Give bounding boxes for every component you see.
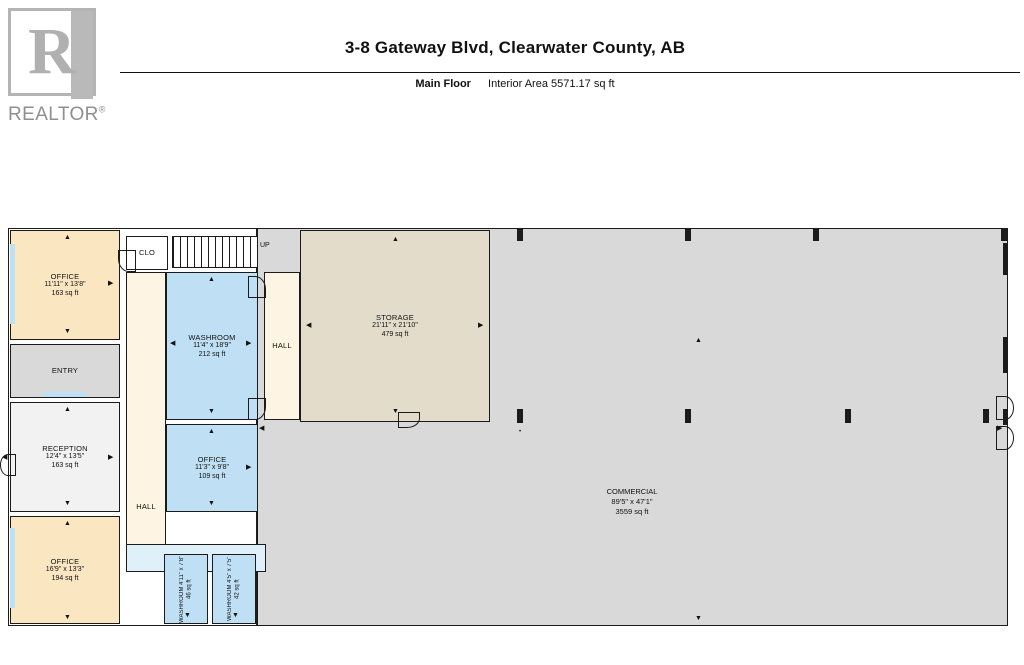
room-entry [10, 344, 120, 398]
header-subtitle [120, 78, 910, 90]
room-closet-label [139, 248, 155, 257]
dimension-arrow: ▶ [478, 322, 484, 329]
dimension-arrow: ◀ [170, 340, 176, 347]
room-reception-area: 163 sq ft [51, 461, 79, 469]
room-office-bottom [10, 516, 120, 624]
dimension-arrow: ▲ [64, 406, 71, 413]
room-commercial-label [257, 487, 1007, 516]
room-storage [300, 230, 490, 422]
dimension-arrow: ▼ [64, 614, 71, 621]
room-washroom-right-name: WASHROOM [226, 584, 233, 622]
wall-segment [983, 409, 989, 423]
room-hall-upper-name: HALL [272, 341, 292, 351]
room-washroom-main [166, 272, 258, 420]
dimension-arrow: ◀ [2, 454, 8, 461]
dimension-arrow: ▼ [208, 408, 215, 415]
room-washroom-main-dims: 11'4" x 18'9" [193, 341, 231, 349]
wall-segment [685, 409, 691, 423]
dimension-arrow: ▼ [184, 612, 191, 619]
room-office-top-dims: 11'11" x 13'8" [44, 280, 86, 288]
room-washroom-right-dims: 4'5" x 7'5" [226, 556, 233, 584]
dimension-arrow: ▼ [695, 615, 702, 622]
dimension-arrow: ▲ [392, 236, 399, 243]
room-office-top-label [44, 272, 85, 299]
dimension-dot: • [519, 429, 522, 435]
window-marker [10, 528, 15, 608]
dimension-arrow: ▲ [208, 428, 215, 435]
dimension-arrow: ▼ [392, 408, 399, 415]
interior-area-label: Interior Area 5571.17 sq ft [488, 78, 615, 90]
room-washroom-right-area: 42 sq ft [234, 579, 240, 599]
room-washroom-left-name: WASHROOM [178, 586, 185, 623]
room-washroom-left-dims: 4'11" x 7'8" [178, 555, 185, 585]
floor-label: Main Floor [415, 78, 471, 90]
room-storage-name: STORAGE [376, 312, 414, 322]
door-arc [996, 426, 1014, 450]
room-office-top [10, 230, 120, 340]
room-washroom-main-name: WASHROOM [188, 332, 236, 342]
room-hall-lower [126, 272, 166, 572]
dimension-arrow: ▲ [64, 520, 71, 527]
wall-segment [1003, 337, 1008, 373]
room-reception-name: RECEPTION [42, 443, 88, 453]
room-commercial-dims: 89'5" x 47'1" [611, 496, 653, 506]
room-entry-label [52, 366, 78, 375]
room-washroom-main-label [188, 333, 235, 360]
room-reception [10, 402, 120, 512]
dimension-arrow: ◀ [306, 322, 312, 329]
dimension-arrow: ▲ [695, 337, 702, 344]
dimension-arrow: ▶ [246, 464, 252, 471]
room-hall-lower-name: HALL [136, 502, 156, 512]
realtor-logo-letter: R [28, 15, 76, 88]
dimension-arrow: ▼ [64, 500, 71, 507]
realtor-logo [8, 8, 120, 138]
room-office-bottom-name: OFFICE [50, 556, 80, 566]
door-arc [118, 250, 136, 272]
wall-segment [813, 229, 819, 241]
dimension-arrow: ▼ [208, 500, 215, 507]
room-office-top-area: 163 sq ft [51, 289, 79, 297]
room-office-mid-dims: 11'3" x 9'8" [195, 463, 229, 471]
door-arc [0, 454, 16, 476]
door-arc [996, 396, 1014, 420]
realtor-logo-wordmark [8, 104, 128, 126]
room-storage-dims: 21'11" x 21'10" [372, 321, 418, 329]
room-commercial-area: 3559 sq ft [615, 506, 649, 516]
dimension-arrow: ▲ [64, 234, 71, 241]
room-reception-label [42, 444, 88, 471]
room-office-top-name: OFFICE [50, 271, 80, 281]
room-hall-lower-label [136, 502, 156, 511]
room-office-mid-name: OFFICE [197, 454, 227, 464]
room-office-bottom-dims: 16'9" x 13'3" [45, 565, 85, 573]
room-office-bottom-label [46, 557, 84, 584]
room-storage-area: 479 sq ft [381, 330, 409, 338]
room-commercial-name: COMMERCIAL [606, 487, 658, 496]
room-entry-name: ENTRY [51, 366, 79, 376]
realtor-logo-mark [8, 8, 96, 96]
dimension-arrow: ▶ [108, 454, 114, 461]
dimension-arrow: ▼ [64, 328, 71, 335]
realtor-logo-word: REALTOR [8, 104, 99, 125]
plan-header [0, 0, 1024, 200]
room-office-bottom-area: 194 sq ft [51, 574, 79, 582]
dimension-arrow: ◀ [259, 425, 265, 432]
wall-segment [517, 409, 523, 423]
window-marker [10, 244, 15, 324]
dimension-arrow: ▼ [232, 612, 239, 619]
floor-plan [2, 228, 1008, 626]
room-hall-upper [264, 272, 300, 420]
room-washroom-left-area: 46 sq ft [186, 579, 192, 599]
dimension-arrow: ▶ [997, 425, 1003, 432]
room-office-mid [166, 424, 258, 512]
window-marker [44, 392, 86, 397]
room-closet-name: CLO [138, 248, 156, 258]
stairs-up-label: UP [260, 242, 270, 249]
room-reception-dims: 12'4" x 13'5" [45, 452, 85, 460]
stairs [172, 236, 258, 268]
dimension-arrow: ▶ [246, 340, 252, 347]
page-title: 3-8 Gateway Blvd, Clearwater County, AB [344, 38, 686, 57]
realtor-logo-registered: ® [98, 104, 106, 115]
wall-segment [517, 229, 523, 241]
wall-segment [1001, 229, 1007, 241]
room-storage-label [372, 313, 418, 340]
room-office-mid-area: 109 sq ft [198, 472, 226, 480]
room-hall-upper-label [272, 341, 292, 350]
room-washroom-main-area: 212 sq ft [198, 350, 226, 358]
wall-segment [685, 229, 691, 241]
room-office-mid-label [195, 455, 229, 482]
wall-segment [845, 409, 851, 423]
dimension-arrow: ▶ [108, 280, 114, 287]
wall-segment [1003, 243, 1008, 275]
dimension-arrow: ▲ [208, 276, 215, 283]
header-divider [120, 72, 1020, 73]
